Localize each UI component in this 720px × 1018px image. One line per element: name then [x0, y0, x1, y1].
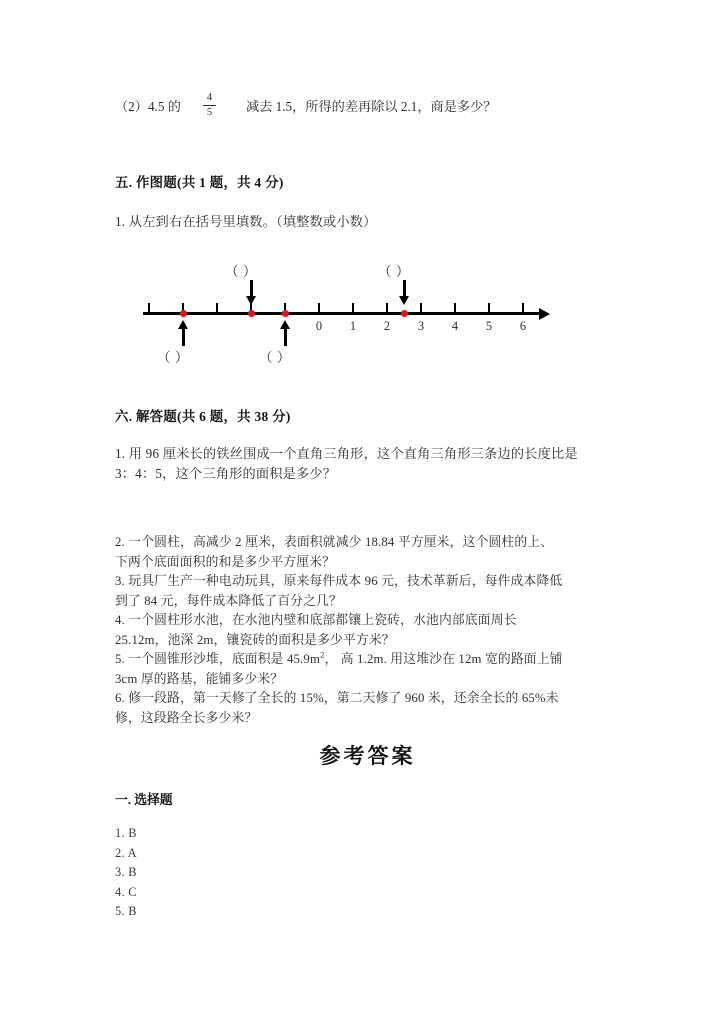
- section-six-heading: 六. 解答题(共 6 题，共 38 分): [115, 409, 291, 424]
- number-line-marked-point: [401, 310, 408, 317]
- arrow-head: [280, 320, 290, 329]
- number-line-marked-point: [282, 310, 289, 317]
- question-5-line-2: 3cm 厚的路基，能铺多少米？: [115, 671, 284, 686]
- number-line-label: 0: [315, 319, 323, 333]
- question-1-line-2: 3：4：5，这个三角形的面积是多少？: [115, 466, 337, 481]
- number-line-tick: [352, 303, 354, 314]
- question-2-line-2: 下两个底面面积的和是多少平方厘米？: [115, 554, 336, 569]
- fraction-bar: [203, 105, 216, 106]
- number-line-tick: [522, 303, 524, 314]
- section-six-question-1: [115, 444, 615, 484]
- number-line-tick: [148, 303, 150, 314]
- section-five-heading: 五. 作图题(共 1 题，共 4 分): [115, 175, 284, 190]
- question-fraction-expression: [115, 92, 497, 118]
- answer-item: 5. B: [115, 904, 137, 919]
- number-line-label: 6: [519, 319, 527, 333]
- answers-list: [115, 824, 137, 922]
- question-1-line-1: 1. 用 96 厘米长的铁丝围成一个直角三角形，这个直角三角形三条边的长度比是: [115, 446, 578, 461]
- question-4-line-2: 25.12m，池深 2m，镶瓷砖的面积是多少平方米？: [115, 632, 395, 647]
- fraction-denominator: 5: [206, 107, 213, 118]
- answer-item: 3. B: [115, 865, 137, 880]
- number-line-up-arrow-icon: [178, 320, 188, 346]
- number-line-tick: [318, 303, 320, 314]
- question-3-line-1: 3. 玩具厂生产一种电动玩具，原来每件成本 96 元，技术革新后，每件成本降低: [115, 574, 563, 588]
- answer-item: 2. A: [115, 845, 137, 860]
- number-line-label: 2: [383, 319, 391, 333]
- question-5-text-b: ， 高 1.2m. 用这堆沙在 12m 宽的路面上铺: [324, 652, 563, 666]
- question-3-line-2: 到了 84 元，每件成本降低了百分之几？: [115, 593, 342, 608]
- number-line-marked-point: [248, 310, 255, 317]
- question-6-line-1: 6. 修一段路，第一天修了全长的 15%，第二天修了 960 米，还余全长的 65%未: [115, 691, 559, 705]
- number-line-up-arrow-icon: [280, 320, 290, 346]
- answers-title: 参考答案: [319, 744, 416, 768]
- number-line-tick: [454, 303, 456, 314]
- question-prefix: （2）4.5 的: [115, 98, 181, 114]
- question-suffix: 减去 1.5，所得的差再除以 2.1，商是多少？: [245, 98, 497, 114]
- number-line-tick: [216, 303, 218, 314]
- question-4-line-1: 4. 一个圆柱形水池，在水池内壁和底部都镶上瓷砖，水池内部底面周长: [115, 613, 517, 627]
- number-line-down-arrow-icon: [246, 280, 256, 306]
- number-line-figure: [125, 258, 565, 370]
- number-line-axis: [143, 312, 541, 315]
- arrow-shaft: [182, 328, 185, 346]
- answers-section-heading: 一. 选择题: [115, 793, 173, 807]
- section-six-questions: [115, 533, 620, 728]
- number-line-marked-point: [180, 310, 187, 317]
- section-five-question-1: 1. 从左到右在括号里填数。（填整数或小数）: [115, 214, 377, 229]
- number-line-tick: [420, 303, 422, 314]
- question-5-text-a: 5. 一个圆锥形沙堆，底面积是 45.9m: [115, 652, 321, 666]
- number-line-down-arrow-icon: [399, 280, 409, 306]
- number-line-label: 1: [349, 319, 357, 333]
- answer-blank-bottom-left[interactable]: （ ）: [157, 350, 189, 365]
- number-line-label: 5: [485, 319, 493, 333]
- square-meter-exponent: 2: [320, 649, 325, 660]
- question-6-line-2: 修，这段路全长多少米？: [115, 710, 258, 725]
- answer-item: 1. B: [115, 826, 137, 840]
- fraction-four-fifths: [203, 92, 216, 118]
- answer-blank-top-right[interactable]: （ ）: [378, 264, 410, 279]
- arrow-head: [178, 320, 188, 329]
- answer-blank-bottom-right[interactable]: （ ）: [259, 350, 291, 365]
- arrow-shaft: [284, 328, 287, 346]
- answer-item: 4. C: [115, 884, 137, 899]
- number-line-label: 4: [451, 319, 459, 333]
- number-line-tick: [386, 303, 388, 314]
- arrow-head: [399, 296, 409, 305]
- number-line-arrowhead-icon: [539, 308, 550, 320]
- number-line-label: 3: [417, 319, 425, 333]
- question-5-line-1: [115, 650, 620, 670]
- number-line-tick: [488, 303, 490, 314]
- fraction-numerator: 4: [206, 92, 213, 103]
- answer-blank-top-left[interactable]: （ ）: [225, 264, 257, 279]
- question-2-line-1: 2. 一个圆柱，高减少 2 厘米，表面积就减少 18.84 平方厘米，这个圆柱的上、: [115, 535, 554, 549]
- arrow-head: [246, 296, 256, 305]
